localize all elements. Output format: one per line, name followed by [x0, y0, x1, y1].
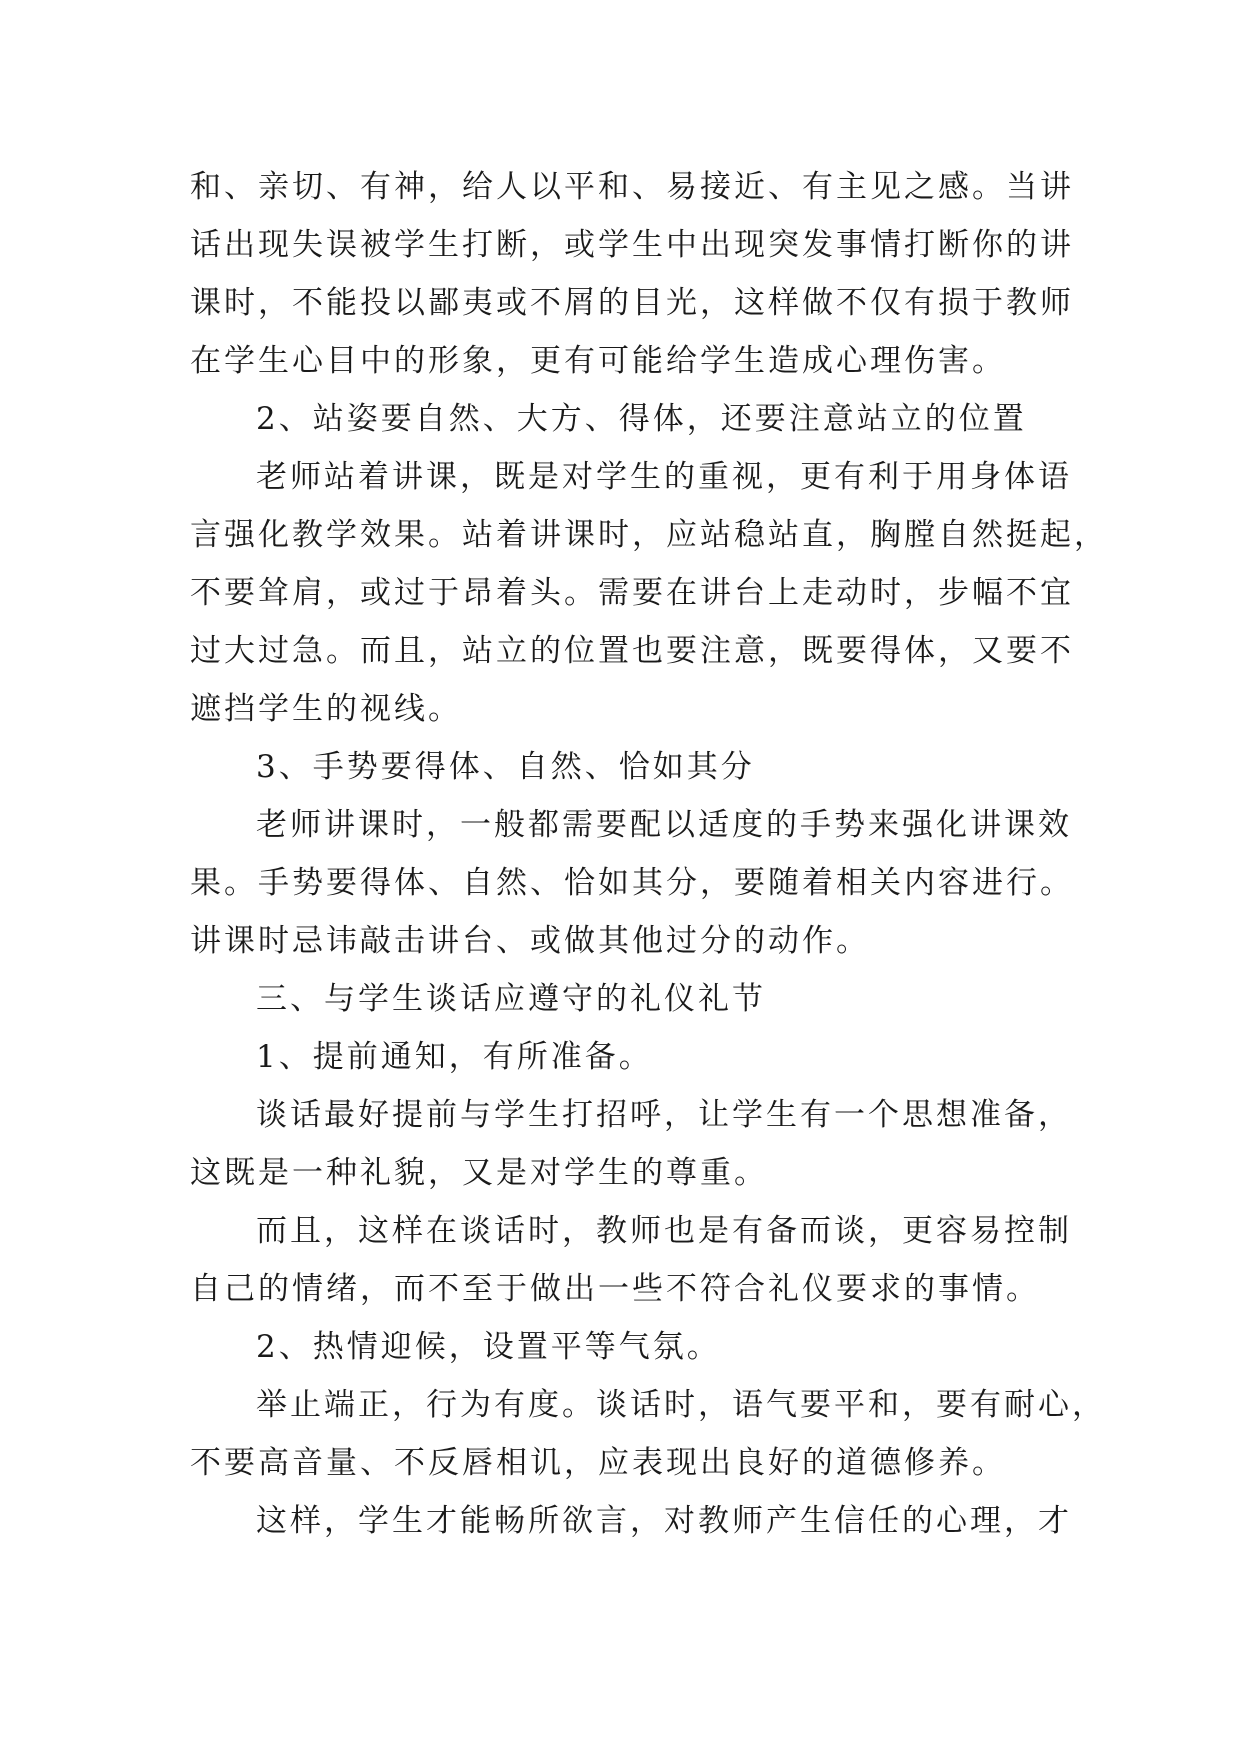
- text-line: 谈话最好提前与学生打招呼，让学生有一个思想准备，: [256, 1097, 1072, 1133]
- section-heading: 2、热情迎候，设置平等气氛。: [256, 1329, 721, 1365]
- text-line: 话出现失误被学生打断，或学生中出现突发事情打断你的讲: [190, 227, 1074, 263]
- section-heading: 三、与学生谈话应遵守的礼仪礼节: [256, 981, 766, 1017]
- text-line: 遮挡学生的视线。: [190, 691, 462, 727]
- text-line: 老师站着讲课，既是对学生的重视，更有利于用身体语: [256, 459, 1072, 495]
- text-line: 自己的情绪，而不至于做出一些不符合礼仪要求的事情。: [190, 1271, 1040, 1307]
- section-heading: 2、站姿要自然、大方、得体，还要注意站立的位置: [256, 401, 1027, 437]
- text-line: 课时，不能投以鄙夷或不屑的目光，这样做不仅有损于教师: [190, 285, 1074, 321]
- text-line: 而且，这样在谈话时，教师也是有备而谈，更容易控制: [256, 1213, 1072, 1249]
- text-line: 不要耸肩，或过于昂着头。需要在讲台上走动时，步幅不宜: [190, 575, 1074, 611]
- document-page: [190, 158, 1108, 1550]
- text-line: 这样，学生才能畅所欲言，对教师产生信任的心理，才: [256, 1503, 1072, 1539]
- text-line: 和、亲切、有神，给人以平和、易接近、有主见之感。当讲: [190, 169, 1074, 205]
- text-line: 过大过急。而且，站立的位置也要注意，既要得体，又要不: [190, 633, 1074, 669]
- text-line: 这既是一种礼貌，又是对学生的尊重。: [190, 1155, 768, 1191]
- text-line: 言强化教学效果。站着讲课时，应站稳站直，胸膛自然挺起，: [190, 517, 1108, 553]
- text-line: 讲课时忌讳敲击讲台、或做其他过分的动作。: [190, 923, 870, 959]
- text-line: 老师讲课时，一般都需要配以适度的手势来强化讲课效: [256, 807, 1072, 843]
- text-line: 果。手势要得体、自然、恰如其分，要随着相关内容进行。: [190, 865, 1074, 901]
- text-line: 举止端正，行为有度。谈话时，语气要平和，要有耐心，: [256, 1387, 1106, 1423]
- section-heading: 3、手势要得体、自然、恰如其分: [256, 749, 755, 785]
- text-line: 不要高音量、不反唇相讥，应表现出良好的道德修养。: [190, 1445, 1006, 1481]
- section-heading: 1、提前通知，有所准备。: [256, 1039, 653, 1075]
- text-line: 在学生心目中的形象，更有可能给学生造成心理伤害。: [190, 343, 1006, 379]
